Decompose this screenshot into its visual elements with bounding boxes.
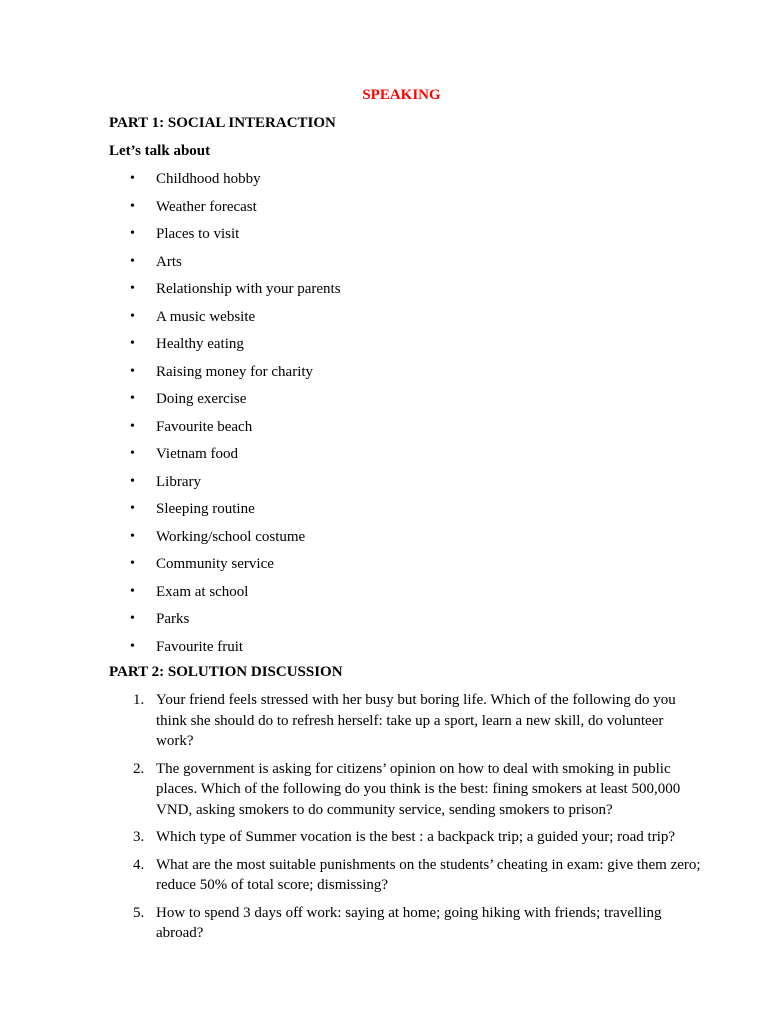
topic-text: Favourite fruit [156, 638, 244, 655]
bullet-icon: • [130, 281, 135, 296]
topic-text: Vietnam food [156, 446, 238, 462]
topic-text: Library [156, 473, 201, 490]
bullet-icon: • [130, 171, 135, 186]
topic-text: Relationship with your parents [156, 281, 341, 297]
part2-heading-title: SOLUTION DISCUSSION [164, 664, 343, 680]
bullet-icon: • [130, 556, 135, 571]
bullet-icon: • [130, 501, 135, 516]
topic-text: Places to visit [156, 226, 240, 242]
list-item [0, 690, 768, 752]
question-text: What are the most suitable punishments on the students’ cheating in exam: give them zero; reduce 50% of total score; dismissing? [156, 856, 701, 893]
topic-text: Parks [156, 611, 190, 627]
topic-text: Sleeping routine [156, 501, 255, 517]
part2-heading-prefix: PART 2: [109, 664, 165, 680]
list-item [0, 855, 768, 896]
bullet-icon: • [130, 226, 135, 241]
bullet-icon: • [130, 198, 135, 214]
part1-heading: PART 1: SOCIAL INTERACTION [109, 115, 336, 131]
topic-text: Raising money for charity [156, 363, 314, 380]
bullet-icon: • [130, 611, 135, 626]
bullet-icon: • [130, 473, 135, 489]
part2-heading [109, 664, 343, 681]
question-text: Which type of Summer vocation is the best : a backpack trip; a guided your; road trip? [156, 829, 676, 845]
question-text: The government is asking for citizens’ opinion on how to deal with smoking in public places. Which of the following do you think is the best: fining smokers at least 500,000 VND, asking smokers to do community service, sending smokers to prison? [156, 760, 681, 818]
bullet-icon: • [130, 418, 135, 434]
topic-text: Doing exercise [156, 391, 247, 407]
bullet-icon: • [130, 583, 135, 599]
topic-text: Weather forecast [156, 198, 257, 215]
topic-text: Working/school costume [156, 528, 306, 545]
topic-text: Community service [156, 556, 274, 572]
topic-text: Exam at school [156, 583, 249, 600]
part1-subheading: Let’s talk about [109, 143, 211, 159]
question-text: How to spend 3 days off work: saying at home; going hiking with friends; travelling abroad? [156, 904, 662, 941]
topic-text: Arts [156, 253, 182, 270]
bullet-icon: • [130, 528, 135, 544]
question-number: 3. [133, 829, 145, 845]
bullet-icon: • [130, 336, 135, 351]
question-number: 2. [133, 760, 145, 777]
topic-text: A music website [156, 308, 256, 325]
bullet-icon: • [130, 363, 135, 379]
bullet-icon: • [130, 308, 135, 324]
list-item [0, 903, 768, 944]
topic-text: Favourite beach [156, 418, 253, 435]
list-item [0, 759, 768, 821]
question-number: 4. [133, 856, 145, 873]
question-number: 5. [133, 904, 145, 921]
page-title: SPEAKING [362, 87, 441, 103]
list-item [0, 827, 768, 848]
question-list [0, 690, 768, 951]
bullet-icon: • [130, 253, 135, 269]
bullet-icon: • [130, 446, 135, 461]
question-number: 1. [133, 692, 145, 708]
bullet-icon: • [130, 391, 135, 406]
topic-text: Healthy eating [156, 336, 244, 352]
bullet-icon: • [130, 638, 135, 654]
question-text: Your friend feels stressed with her busy but boring life. Which of the following do you think she should do to refresh herself: take up a sport, learn a new skill, do volunteer work? [156, 692, 676, 749]
topic-text: Childhood hobby [156, 171, 261, 187]
